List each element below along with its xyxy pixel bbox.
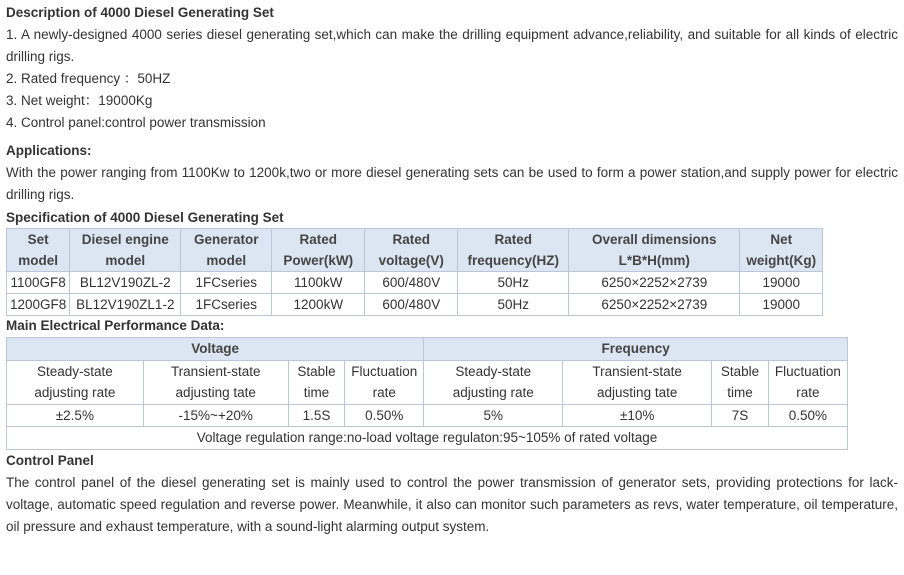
subheader-steady-state-voltage: Steady-state adjusting rate: [7, 360, 144, 404]
value-steady-state-voltage: ±2.5%: [7, 404, 144, 427]
subheader-transient-state-frequency: Transient-state adjusting tate: [563, 360, 712, 404]
performance-title: Main Electrical Performance Data:: [6, 318, 225, 333]
value-fluctuation-voltage: 0.50%: [345, 404, 424, 427]
description-item-4: 4. Control panel:control power transmission: [6, 115, 266, 130]
description-title: Description of 4000 Diesel Generating Set: [6, 5, 274, 20]
table-row: [7, 294, 823, 316]
performance-group-row: [7, 338, 848, 361]
cell-net-weight: 19000: [740, 272, 823, 294]
table-row: [7, 427, 848, 450]
performance-subheader-row: [7, 360, 848, 404]
subheader-fluctuation-voltage: Fluctuation rate: [345, 360, 424, 404]
value-transient-state-frequency: ±10%: [563, 404, 712, 427]
performance-table: [6, 337, 848, 450]
control-panel-title: Control Panel: [6, 452, 94, 468]
header-set-model: Set model: [7, 229, 70, 272]
voltage-regulation-note: Voltage regulation range:no-load voltage regulaton:95~105% of rated voltage: [7, 427, 848, 450]
subheader-steady-state-frequency: Steady-state adjusting rate: [424, 360, 563, 404]
applications-text: With the power ranging from 1100Kw to 1200k,two or more diesel generating sets can be used to form a power station,and supply power for electric drilling rigs.: [6, 165, 898, 202]
header-rated-voltage: Rated voltage(V): [365, 229, 458, 272]
cell-rated-frequency: 50Hz: [458, 294, 569, 316]
cell-overall-dimensions: 6250×2252×2739: [569, 294, 740, 316]
description-item-2: 2. Rated frequency ：50HZ: [6, 71, 171, 86]
header-diesel-engine-model: Diesel engine model: [70, 229, 181, 272]
cell-net-weight: 19000: [740, 294, 823, 316]
applications-title: Applications:: [6, 143, 92, 158]
cell-rated-power: 1100kW: [272, 272, 365, 294]
header-generator-model: Generator model: [181, 229, 272, 272]
cell-engine-model: BL12V190ZL-2: [70, 272, 181, 294]
description-item-3: 3. Net weight：19000Kg: [6, 93, 153, 108]
subheader-stable-time-voltage: Stable time: [288, 360, 345, 404]
cell-set-model: 1100GF8: [7, 272, 70, 294]
description-item-1: 1. A newly-designed 4000 series diesel generating set,which can make the drilling equipment advance,reliability, and suitable for all kinds of electric drilling rigs.: [6, 27, 898, 64]
cell-engine-model: BL12V190ZL1-2: [70, 294, 181, 316]
cell-rated-voltage: 600/480V: [365, 294, 458, 316]
value-transient-state-voltage: -15%~+20%: [143, 404, 288, 427]
cell-rated-power: 1200kW: [272, 294, 365, 316]
subheader-fluctuation-frequency: Fluctuation rate: [768, 360, 847, 404]
cell-set-model: 1200GF8: [7, 294, 70, 316]
specification-header-row: [7, 229, 823, 272]
control-panel-text: The control panel of the diesel generating set is mainly used to control the power transmission of generator sets, providing protections for lack-voltage, automatic speed regulation and reverse power. Meanwhile, it also can monitor such parameters as revs, water temperature, oil temperature, oil pressure and exhaust temperature, with a sound-light alarming output system.: [6, 474, 898, 534]
cell-overall-dimensions: 6250×2252×2739: [569, 272, 740, 294]
header-rated-frequency: Rated frequency(HZ): [458, 229, 569, 272]
header-overall-dimensions: Overall dimensions L*B*H(mm): [569, 229, 740, 272]
cell-rated-frequency: 50Hz: [458, 272, 569, 294]
subheader-stable-time-frequency: Stable time: [712, 360, 769, 404]
value-steady-state-frequency: 5%: [424, 404, 563, 427]
group-voltage: Voltage: [7, 338, 424, 361]
header-net-weight: Net weight(Kg): [740, 229, 823, 272]
value-stable-time-frequency: 7S: [712, 404, 769, 427]
header-rated-power: Rated Power(kW): [272, 229, 365, 272]
specification-table: [6, 228, 823, 316]
value-fluctuation-frequency: 0.50%: [768, 404, 847, 427]
cell-rated-voltage: 600/480V: [365, 272, 458, 294]
value-stable-time-voltage: 1.5S: [288, 404, 345, 427]
table-row: [7, 272, 823, 294]
cell-generator-model: 1FCseries: [181, 294, 272, 316]
table-row: [7, 404, 848, 427]
cell-generator-model: 1FCseries: [181, 272, 272, 294]
group-frequency: Frequency: [424, 338, 848, 361]
specification-title: Specification of 4000 Diesel Generating Set: [6, 210, 284, 225]
subheader-transient-state-voltage: Transient-state adjusting tate: [143, 360, 288, 404]
